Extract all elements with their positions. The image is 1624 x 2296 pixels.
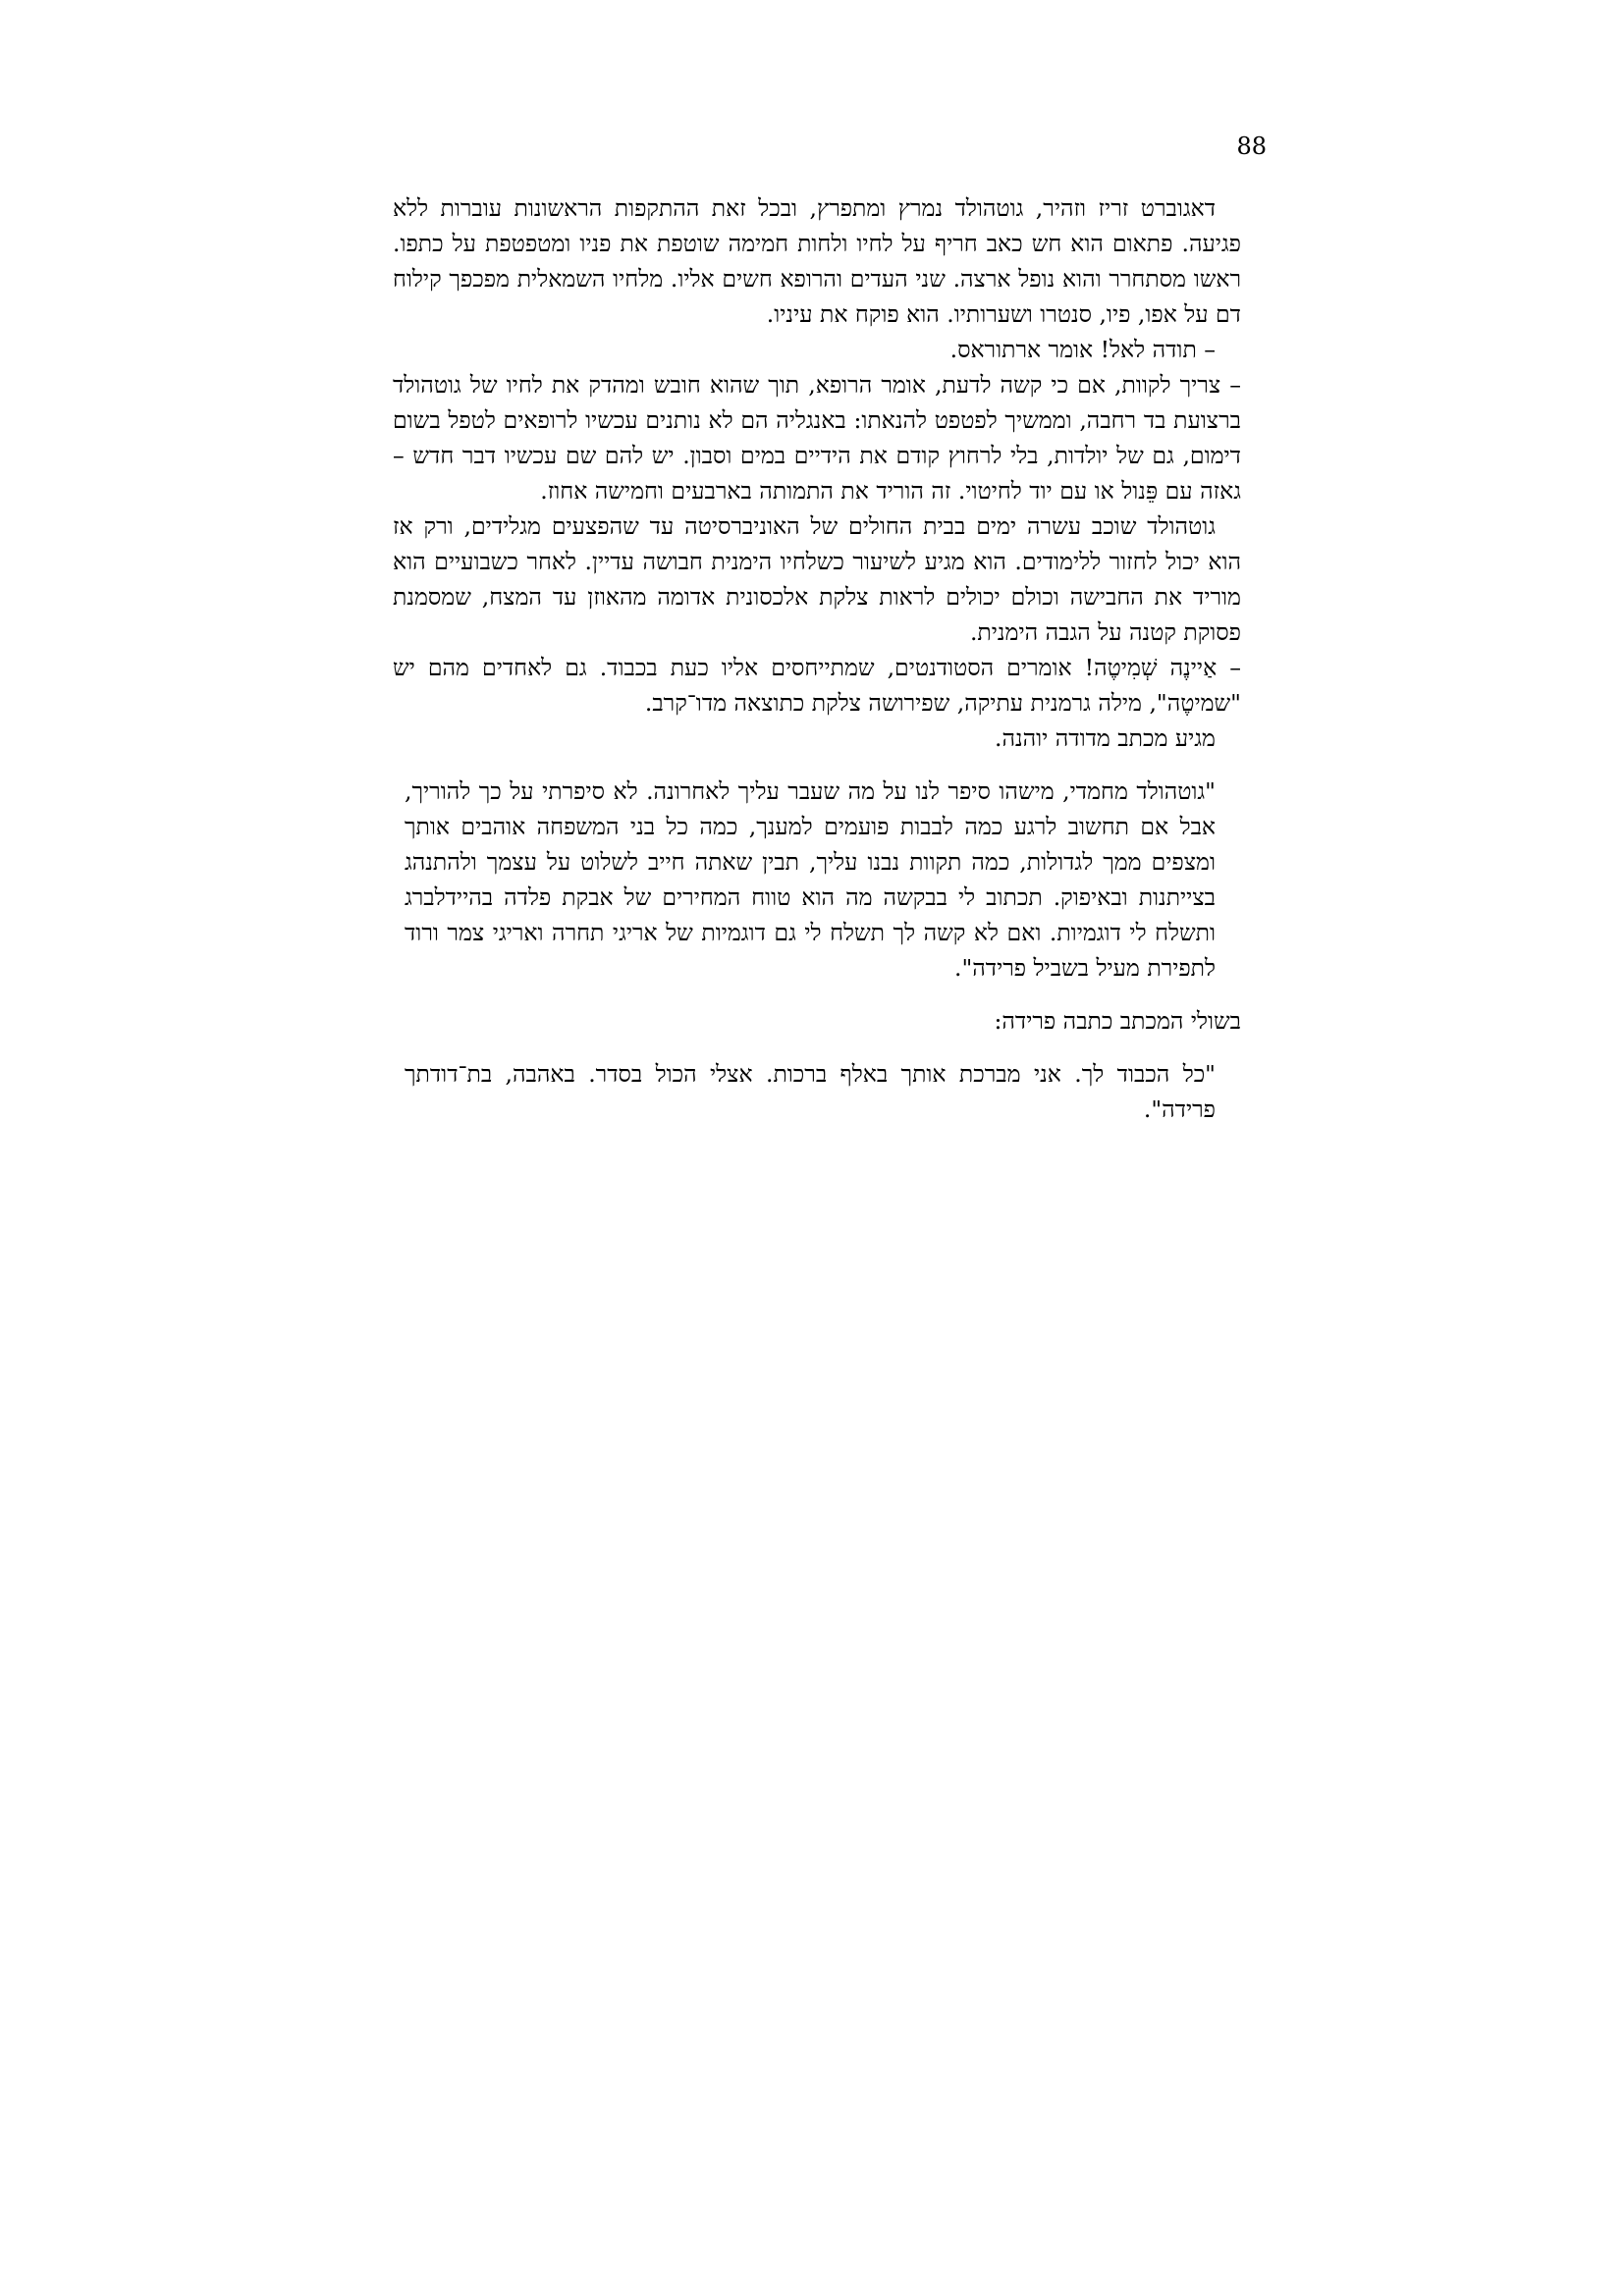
paragraph-doctor: – צריך לקוות, אם כי קשה לדעת, אומר הרופא, תוך שהוא חובש ומהדק את לחיו של גוטהולד ברצועת בד רחבה, וממשיך לפטפט להנאתו: באנגליה הם לא נותנים עכשיו לרופאים לטפל בשום דימום, גם של יולדות, בלי לרחוץ קודם את הידיים במים וסבון. יש להם שם עכשיו דבר חדש – גאזה עם פֵּנול או עם יוד לחיטוי. זה הוריד את התמותה בארבעים וחמישה אחוז. xyxy=(393,371,1241,505)
letter-aunt-johanna: "גוטהולד מחמדי, מישהו סיפר לנו על מה שעבר עליך לאחרונה. לא סיפרתי על כך להוריך, אבל אם תחשוב לרגע כמה לבבות פועמים למענך, כמה כל בני המשפחה אוהבים אותך ומצפים ממך לגדולות, כמה תקוות נבנו עליך, תבין שאתה חייב לשלוט על עצמך ולהתנהג בצייתנות ובאיפוק. תכתוב לי בבקשה מה הוא טווח המחירים של אבקת פלדה בהיידלברג ותשלח לי דוגמיות. ואם לא קשה לך תשלח לי גם דוגמיות של אריגי תחרה ואריגי צמר ורוד לתפירת מעיל בשביל פרידה". xyxy=(405,777,1216,982)
letter-frida: "כל הכבוד לך. אני מברכת אותך באלף ברכות. אצלי הכול בסדר. באהבה, בת־דודתך פרידה". xyxy=(405,1060,1216,1123)
paragraph-duel: דאגוברט זריז וזהיר, גוטהולד נמרץ ומתפרץ, ובכל זאת ההתקפות הראשונות עוברות ללא פגיעה. פתאום הוא חש כאב חריף על לחיו ולחות חמימה שוטפת את פניו ומטפטפת על כתפו. ראשו מסתחרר והוא נופל ארצה. שני העדים והרופא חשים אליו. מלחיו השמאלית מפכפך קילוח דם על אפו, פיו, סנטרו ושערותיו. הוא פוקח את עיניו. xyxy=(393,194,1241,328)
paragraph-artoras: – תודה לאל! אומר ארתוראס. xyxy=(949,336,1216,363)
paragraph-schmitte: – אַיינֶה שְׁמִיטֶה! אומרים הסטודנטים, שמתייחסים אליו כעת בכבוד. גם לאחדים מהם יש "שמיטֶה", מילה גרמנית עתיקה, שפירושה צלקת כתוצאה מדו־קרב. xyxy=(393,654,1241,717)
margin-note: בשולי המכתב כתבה פרידה: xyxy=(994,1007,1241,1035)
page-body xyxy=(393,190,1241,1127)
paragraph-hospital: גוטהולד שוכב עשרה ימים בבית החולים של האוניברסיטה עד שהפצעים מגלידים, ורק אז הוא יכול לחזור ללימודים. הוא מגיע לשיעור כשלחיו הימנית חבושה עדיין. לאחר כשבועיים הוא מוריד את החבישה וכולם יכולים לראות צלקת אלכסונית אדומה מהאוזן עד המצח, שמסמנת פסוקת קטנה על הגבה הימנית. xyxy=(393,512,1241,646)
paragraph-letter-arrives: מגיע מכתב מדודה יוהנה. xyxy=(994,724,1216,752)
page-number: 88 xyxy=(1236,133,1267,160)
